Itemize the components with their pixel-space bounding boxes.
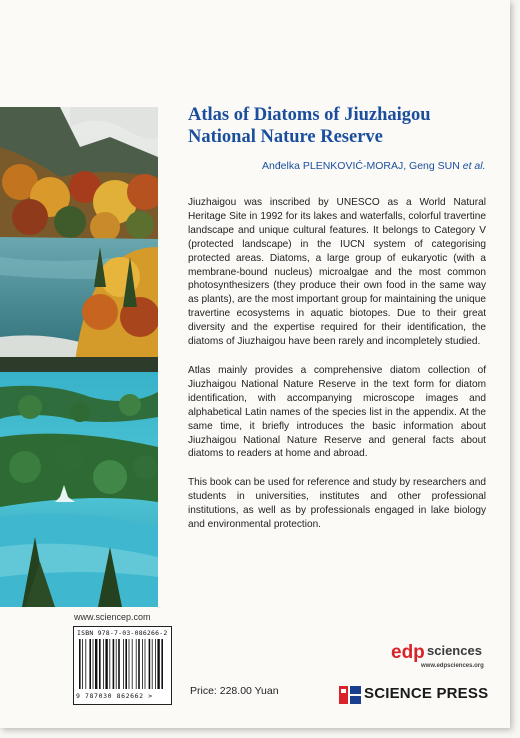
title-line-1: Atlas of Diatoms of Jiuzhaigou: [188, 105, 431, 125]
edp-mark-icon: [391, 640, 427, 664]
author-etal: et al.: [462, 160, 486, 172]
science-press-logo: [339, 684, 489, 706]
edp-sciences-logo: [391, 640, 491, 680]
barcode-digits: [76, 692, 153, 700]
website-url[interactable]: www.sciencep.com: [74, 612, 151, 622]
edp-wordmark: sciences: [427, 643, 482, 658]
svg-text:edp: edp: [391, 642, 425, 663]
science-press-mark-icon: [339, 686, 361, 704]
book-title: [188, 104, 488, 148]
authors: [262, 160, 502, 172]
barcode-digits-main: 9 787030 862662: [76, 692, 144, 700]
barcode: [73, 626, 172, 705]
author-names: Anđelka PLENKOVIĆ-MORAJ, Geng SUN: [262, 160, 460, 172]
description-paragraph-3: This book can be used for reference and study by researchers and students in universities, institutes and other professional institutions, as well as by professionals engaged in lake biology and environmental protection.: [188, 477, 486, 531]
description-paragraph-1: Jiuzhaigou was inscribed by UNESCO as a World Natural Heritage Site in 1992 for its lakes and waterfalls, colorful travertine landscape and unique cultural features. It belongs to Category V (protected landscape) in the IUCN system of categorising protected areas. Diatoms, a large group of eukaryotic (with a membrane-bound nucleus) microalgae and the most common photosynthesizers (they produce their own food in the same way as plants), are the most important group for maintaining the unique travertine ecosystems in aquatic biotopes. Due to their great diversity and the expertise required for their identification, the diatoms of Jiuzhaigou have been rarely and incompletely studied.: [188, 197, 486, 348]
landscape-photo: [0, 107, 158, 607]
description: [188, 196, 486, 547]
barcode-digits-addon: >: [148, 692, 153, 700]
description-paragraph-2: Atlas mainly provides a comprehensive diatom collection of Jiuzhaigou National Nature Reserve in the text form for diatom identification, with accompanying microscope images and alphabetical Latin names of the species list in the appendix. At the same time, it briefly introduces the basic information about Jiuzhaigou National Nature Reserve and general facts about diatoms to readers at home and abroad.: [188, 364, 486, 460]
title-line-2: National Nature Reserve: [188, 127, 383, 147]
isbn-number: ISBN 978-7-03-086266-2: [77, 629, 168, 637]
edp-url: www.edpsciences.org: [421, 663, 484, 669]
barcode-bars: [77, 639, 167, 691]
price: Price: 228.00 Yuan: [190, 685, 279, 697]
science-press-wordmark: SCIENCE PRESS: [364, 685, 489, 702]
